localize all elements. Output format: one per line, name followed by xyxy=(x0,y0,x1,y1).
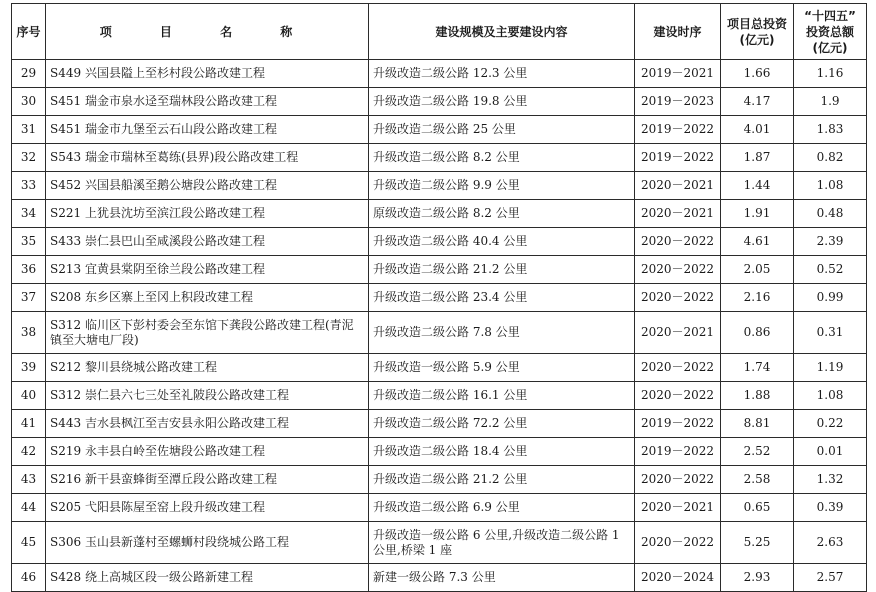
row-plan-investment: 1.19 xyxy=(794,354,867,382)
row-scope: 升级改造二级公路 72.2 公里 xyxy=(369,410,635,438)
row-period: 2020－2024 xyxy=(635,564,721,592)
row-total-investment: 0.86 xyxy=(721,312,794,354)
row-period: 2020－2022 xyxy=(635,382,721,410)
table-row xyxy=(12,466,867,494)
row-plan-investment: 0.82 xyxy=(794,144,867,172)
row-scope: 升级改造二级公路 21.2 公里 xyxy=(369,466,635,494)
row-plan-investment: 0.52 xyxy=(794,256,867,284)
row-total-investment: 2.05 xyxy=(721,256,794,284)
row-total-investment: 1.44 xyxy=(721,172,794,200)
row-no: 32 xyxy=(12,144,46,172)
table-row xyxy=(12,172,867,200)
header-total-investment xyxy=(721,4,794,60)
row-total-investment: 4.01 xyxy=(721,116,794,144)
row-no: 41 xyxy=(12,410,46,438)
row-period: 2019－2022 xyxy=(635,144,721,172)
row-period: 2020－2021 xyxy=(635,200,721,228)
row-scope: 升级改造二级公路 25 公里 xyxy=(369,116,635,144)
row-total-investment: 1.66 xyxy=(721,60,794,88)
row-plan-investment: 0.99 xyxy=(794,284,867,312)
row-period: 2019－2022 xyxy=(635,438,721,466)
row-period: 2019－2022 xyxy=(635,410,721,438)
row-project-name: S433 崇仁县巴山至咸溪段公路改建工程 xyxy=(46,228,369,256)
row-scope: 升级改造二级公路 8.2 公里 xyxy=(369,144,635,172)
row-project-name: S443 吉水县枫江至吉安县永阳公路改建工程 xyxy=(46,410,369,438)
row-total-investment: 2.93 xyxy=(721,564,794,592)
row-project-name: S212 黎川县绕城公路改建工程 xyxy=(46,354,369,382)
row-plan-investment: 1.16 xyxy=(794,60,867,88)
row-period: 2020－2021 xyxy=(635,172,721,200)
row-total-investment: 2.58 xyxy=(721,466,794,494)
row-project-name: S219 永丰县白岭至佐塘段公路改建工程 xyxy=(46,438,369,466)
row-no: 43 xyxy=(12,466,46,494)
table-row xyxy=(12,564,867,592)
row-period: 2019－2021 xyxy=(635,60,721,88)
row-no: 37 xyxy=(12,284,46,312)
table-row xyxy=(12,256,867,284)
header-plan-investment xyxy=(794,4,867,60)
row-scope: 升级改造二级公路 9.9 公里 xyxy=(369,172,635,200)
header-scope: 建设规模及主要建设内容 xyxy=(369,4,635,60)
header-name: 项 目 名 称 xyxy=(46,4,369,60)
header-period: 建设时序 xyxy=(635,4,721,60)
row-period: 2020－2021 xyxy=(635,312,721,354)
table-row xyxy=(12,200,867,228)
row-project-name: S312 崇仁县六七三处至礼陂段公路改建工程 xyxy=(46,382,369,410)
table-row xyxy=(12,116,867,144)
row-scope: 新建一级公路 7.3 公里 xyxy=(369,564,635,592)
row-period: 2020－2021 xyxy=(635,494,721,522)
table-row xyxy=(12,438,867,466)
row-period: 2020－2022 xyxy=(635,522,721,564)
row-no: 36 xyxy=(12,256,46,284)
table-row xyxy=(12,382,867,410)
row-total-investment: 1.74 xyxy=(721,354,794,382)
row-no: 46 xyxy=(12,564,46,592)
table-row xyxy=(12,494,867,522)
row-period: 2020－2022 xyxy=(635,228,721,256)
table-body xyxy=(12,60,867,592)
row-plan-investment: 0.39 xyxy=(794,494,867,522)
row-total-investment: 1.91 xyxy=(721,200,794,228)
row-scope: 升级改造二级公路 12.3 公里 xyxy=(369,60,635,88)
row-total-investment: 4.61 xyxy=(721,228,794,256)
row-project-name: S451 瑞金市泉水迳至瑞林段公路改建工程 xyxy=(46,88,369,116)
row-no: 44 xyxy=(12,494,46,522)
row-scope: 升级改造二级公路 23.4 公里 xyxy=(369,284,635,312)
table-row xyxy=(12,410,867,438)
header-no: 序号 xyxy=(12,4,46,60)
row-no: 31 xyxy=(12,116,46,144)
row-total-investment: 8.81 xyxy=(721,410,794,438)
row-no: 29 xyxy=(12,60,46,88)
row-plan-investment: 1.08 xyxy=(794,382,867,410)
row-plan-investment: 2.63 xyxy=(794,522,867,564)
row-project-name: S312 临川区下彭村委会至东馆下龚段公路改建工程(青泥镇至大塘电厂段) xyxy=(46,312,369,354)
table-row xyxy=(12,522,867,564)
row-scope: 升级改造二级公路 18.4 公里 xyxy=(369,438,635,466)
row-plan-investment: 0.48 xyxy=(794,200,867,228)
row-project-name: S221 上犹县沈坊至滨江段公路改建工程 xyxy=(46,200,369,228)
row-plan-investment: 2.57 xyxy=(794,564,867,592)
row-no: 30 xyxy=(12,88,46,116)
row-total-investment: 2.52 xyxy=(721,438,794,466)
row-no: 39 xyxy=(12,354,46,382)
row-project-name: S543 瑞金市瑞林至葛练(县界)段公路改建工程 xyxy=(46,144,369,172)
row-scope: 升级改造二级公路 21.2 公里 xyxy=(369,256,635,284)
table-row xyxy=(12,312,867,354)
header-row xyxy=(12,4,867,60)
row-scope: 升级改造一级公路 6 公里,升级改造二级公路 1 公里,桥梁 1 座 xyxy=(369,522,635,564)
row-total-investment: 5.25 xyxy=(721,522,794,564)
row-project-name: S451 瑞金市九堡至云石山段公路改建工程 xyxy=(46,116,369,144)
row-scope: 升级改造二级公路 19.8 公里 xyxy=(369,88,635,116)
row-scope: 原级改造二级公路 8.2 公里 xyxy=(369,200,635,228)
row-scope: 升级改造二级公路 7.8 公里 xyxy=(369,312,635,354)
row-total-investment: 1.88 xyxy=(721,382,794,410)
row-project-name: S208 东乡区寨上至冈上积段改建工程 xyxy=(46,284,369,312)
row-project-name: S216 新干县蛮蜂街至潭丘段公路改建工程 xyxy=(46,466,369,494)
row-plan-investment: 2.39 xyxy=(794,228,867,256)
table-row xyxy=(12,228,867,256)
row-plan-investment: 1.83 xyxy=(794,116,867,144)
table-row xyxy=(12,284,867,312)
row-no: 33 xyxy=(12,172,46,200)
row-project-name: S449 兴国县隘上至杉村段公路改建工程 xyxy=(46,60,369,88)
row-no: 40 xyxy=(12,382,46,410)
row-scope: 升级改造一级公路 5.9 公里 xyxy=(369,354,635,382)
row-plan-investment: 1.32 xyxy=(794,466,867,494)
row-plan-investment: 0.01 xyxy=(794,438,867,466)
row-total-investment: 1.87 xyxy=(721,144,794,172)
table-row xyxy=(12,354,867,382)
row-plan-investment: 1.08 xyxy=(794,172,867,200)
row-total-investment: 2.16 xyxy=(721,284,794,312)
row-period: 2020－2022 xyxy=(635,466,721,494)
header-plan-text: “十四五” 投资总额 (亿元) xyxy=(804,8,856,55)
row-period: 2019－2022 xyxy=(635,116,721,144)
row-no: 34 xyxy=(12,200,46,228)
row-period: 2020－2022 xyxy=(635,256,721,284)
row-project-name: S205 弋阳县陈屋至窑上段升级改建工程 xyxy=(46,494,369,522)
row-no: 42 xyxy=(12,438,46,466)
row-scope: 升级改造二级公路 16.1 公里 xyxy=(369,382,635,410)
row-no: 38 xyxy=(12,312,46,354)
row-period: 2019－2023 xyxy=(635,88,721,116)
row-plan-investment: 0.22 xyxy=(794,410,867,438)
table-row xyxy=(12,60,867,88)
row-plan-investment: 0.31 xyxy=(794,312,867,354)
row-project-name: S213 宜黄县棠阴至徐兰段公路改建工程 xyxy=(46,256,369,284)
row-total-investment: 0.65 xyxy=(721,494,794,522)
row-no: 35 xyxy=(12,228,46,256)
header-total-text: 项目总投资 (亿元) xyxy=(726,16,787,47)
row-period: 2020－2022 xyxy=(635,284,721,312)
row-scope: 升级改造二级公路 6.9 公里 xyxy=(369,494,635,522)
row-project-name: S428 绕上高城区段一级公路新建工程 xyxy=(46,564,369,592)
row-plan-investment: 1.9 xyxy=(794,88,867,116)
row-project-name: S452 兴国县船溪至鹅公塘段公路改建工程 xyxy=(46,172,369,200)
row-total-investment: 4.17 xyxy=(721,88,794,116)
table-row xyxy=(12,88,867,116)
row-no: 45 xyxy=(12,522,46,564)
row-project-name: S306 玉山县新蓬村至螺蛳村段绕城公路工程 xyxy=(46,522,369,564)
row-scope: 升级改造二级公路 40.4 公里 xyxy=(369,228,635,256)
row-period: 2020－2022 xyxy=(635,354,721,382)
project-table xyxy=(11,3,867,592)
table-row xyxy=(12,144,867,172)
